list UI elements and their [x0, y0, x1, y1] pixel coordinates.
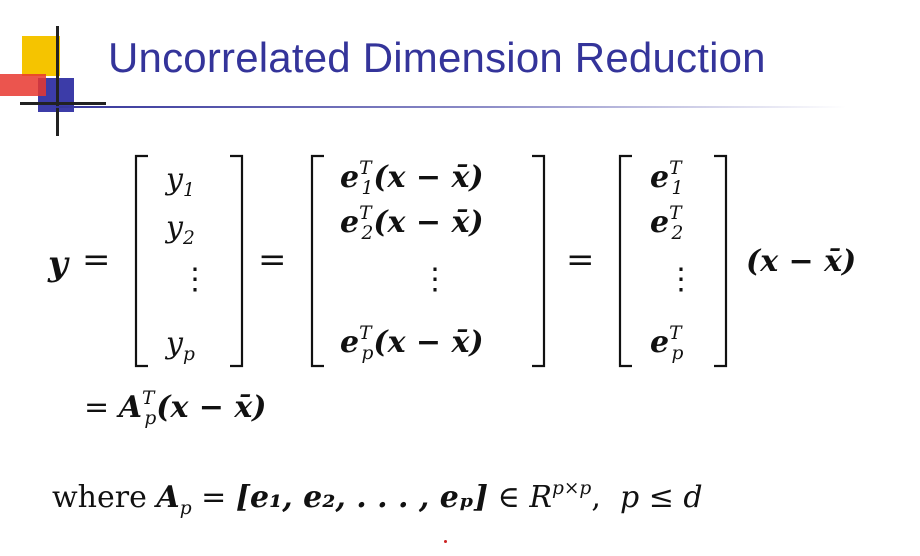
y-vdots: ⋮ [180, 262, 210, 297]
row-e1-diff: $e^T_1(x$ − x̄) [340, 158, 484, 199]
y2: $y_2$ [166, 210, 195, 249]
row-ep: $e^T_p$ [650, 323, 684, 364]
row-ep-diff: $e^T_p(x$ − x̄) [340, 323, 484, 364]
lhs-y: y [48, 244, 68, 284]
eq-sign-3: = [566, 240, 595, 280]
eq-sign-2: = [258, 240, 287, 280]
line2: = $A^T_p(x$ − x̄) [84, 388, 267, 429]
yp: $y_p$ [166, 326, 195, 365]
eq-sign-1: = [82, 240, 111, 280]
row-e1: $e^T_1$ [650, 158, 684, 199]
row-e2-diff: $e^T_2(x$ − x̄) [340, 203, 484, 244]
e-diff-vdots: ⋮ [420, 262, 450, 297]
y1: $y_1$ [166, 162, 195, 201]
e-vdots: ⋮ [666, 262, 696, 297]
laser-pointer-dot [444, 540, 447, 543]
slide-title: Uncorrelated Dimension Reduction [108, 34, 766, 81]
row-e2: $e^T_2$ [650, 203, 684, 244]
where-line: where $A_p = [e_1$, e₂, . . . , eₚ] ∈ $R^{p\times p}$, p ≤ d [52, 478, 703, 519]
rhs-factor: (x − x̄) [746, 244, 857, 279]
